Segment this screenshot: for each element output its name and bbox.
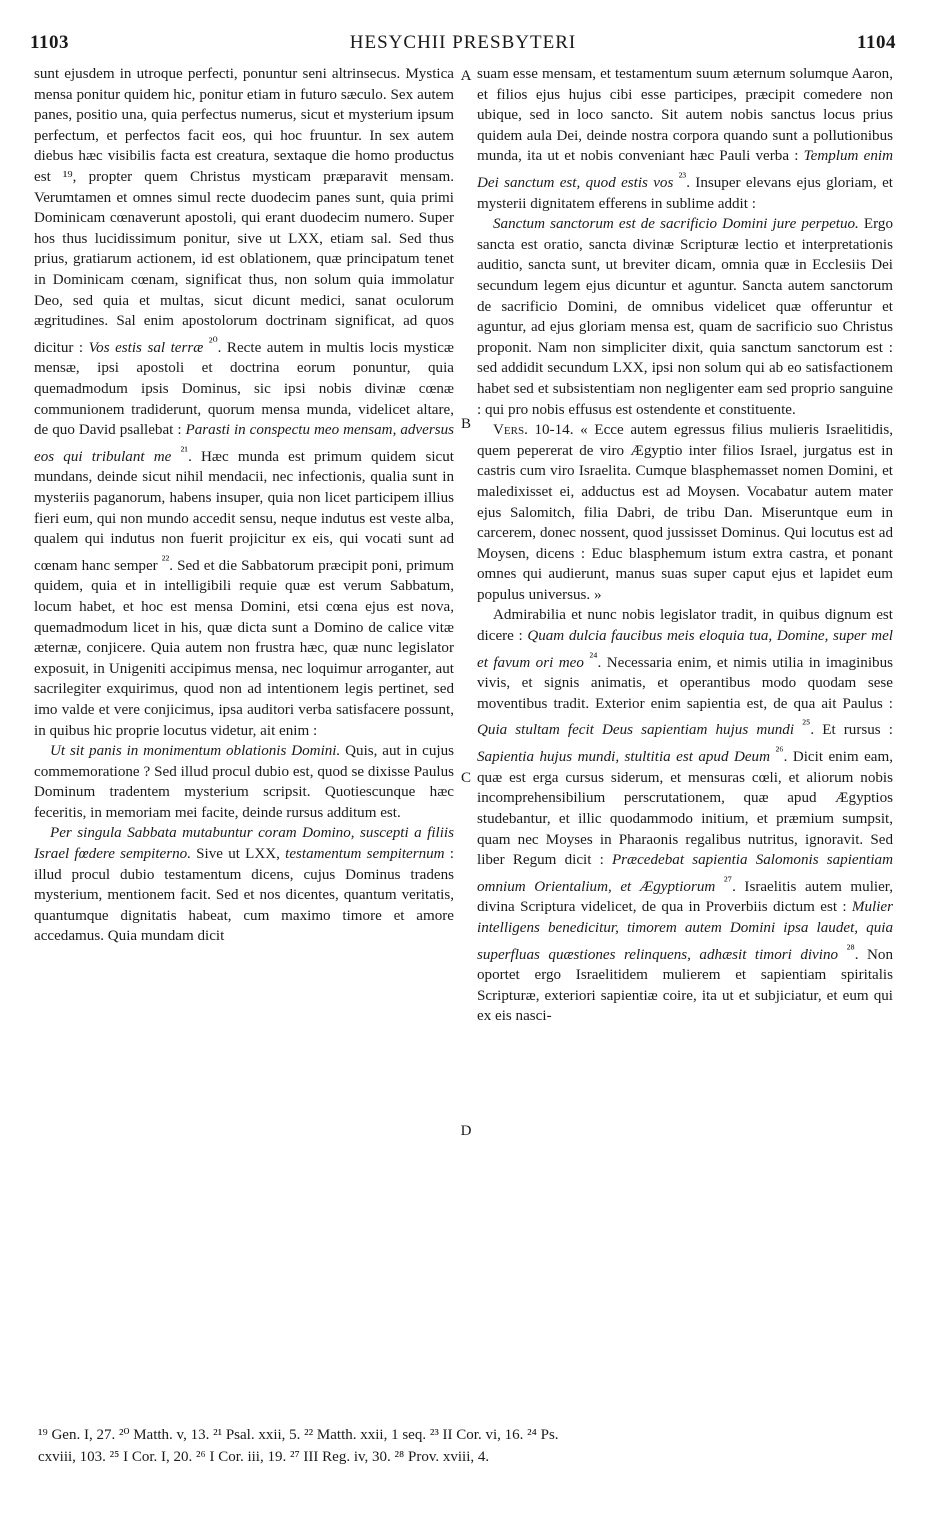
right-paragraph-2: Sanctum sanctorum est de sacrificio Domini jure perpetuo. Ergo sancta est oratio, sancta divinæ Scripturæ lectio et interpretationis auditio, sancta sunt, ut breviter dicam, omnia quæ in Ecclesiis Dei secundum legem ejus dicuntur et aguntur. Sancta autem sanctorum de sacrificio Domini, de omnibus videlicet quæ offeruntur et aguntur, ad ejus gloriam mensa est, quam de sacrificio suo Christus proponit. Nam non simpliciter dixit, quia sanctum sanctorum est : sed addidit secundum LXX, ipsi non solum qui ab eo satisfactionem habet sed et subsistentiam non negligenter eam sed proprio sanguine : qui pro nobis effusus est ostendente et constituente. — [477, 216, 893, 418]
page-header — [30, 32, 896, 56]
margin-mark-a: A — [460, 68, 472, 84]
left-paragraph-3: Per singula Sabbata mutabuntur coram Domino, suscepti a filiis Israel fœdere sempiterno. Sive ut LXX, testamentum sempiternum : illud procul dubio testamentum dicens, cujus Dominus tradens mysterium, mentionem facit. Sed et nos dicentes, quantum veritatis, quantumque dignitatis habeat, cum maximo timore et amore accedamus. Quia mundam dicit — [34, 825, 454, 945]
page-number-right: 1104 — [857, 32, 896, 53]
left-paragraph-1: sunt ejusdem in utroque perfecti, ponuntur seni altrinsecus. Mystica mensa ponitur quidem hic, ponitur etiam in futuro sæculo. Sex autem panes, positio una, quia perfectus numerus, sicut et mysterium ipsum perfectum, et perfectos facit eos, qui hoc fruuntur. In sex autem diebus hæc visibilis facta est creatura, sextaque die homo productus est ¹⁹, propter quem Christus mysticam præparavit mensam. Verumtamen et omnes simul recte duodecim panes sunt, quia primi Dominicam cœnaverunt apostoli, qui erant duodecim numero. Super hos thus lucidissimum ponitur, sive ut LXX, etiam sal. Sed thus prius, gratiarum actionem, id est oblationem, quæ principatum tenet in Dominicam cœnam, significat thus, non solum quia immolatur Deo, sed quia et multas, sicut dicunt medici, sanat oculorum ægritudines. Sal enim apostolorum doctrinam significat, ad quos dicitur : Vos estis sal terræ $^{^{20}}$. Recte autem in multis locis mysticæ mensæ, ipsi apostoli et doctrina eorum ponuntur, quia quemadmodum ipsis Dominus, sic ipsi nobis divinæ cœnæ communionem tradiderunt, quorum mensa munda, videlicet altare, de quo David psallebat : Parasti in conspectu meo mensam, adversus eos qui tribulant me $^{^{21}}$. Hæc munda est primum quidem sicut mundans, deinde sicut nihil mendacii, nec infectionis, qualia sunt in mysteriis paganorum, habens insuper, quia non licet participem illius fieri eum, qui non mundo accedit sensu, neque indutus est veste alba, qualem qui indutus non fuerit projicitur ex eis, qui vocati sunt ad cœnam hanc semper $^{^{22}}$. Sed et die Sabbatorum præcipit poni, primum quidem, quia et in intelligibili requie quæ est verum Sabbatum, locum habet, et hoc est mensa Domini, etsi cœna ejus est nova, quemadmodum licet in his, quæ dicta sunt a Domino de calice vitæ æternæ, conjicere. Quia autem non frustra hæc, quæ nunc legislator exposuit, in Unigeniti accipimus mensa, nec loquimur arroganter, aut sacrilegiter exquirimus, quod non ad intentionem legis pertinet, sed imo valde et vere conjicimus, ipsa auditori verba satisfacere possunt, in quibus hic proprie locutus videtur, ait enim : — [34, 66, 454, 739]
right-paragraph-4: Admirabilia et nunc nobis legislator tradit, in quibus dignum est dicere : Quam dulcia faucibus meis eloquia tua, Domine, super mel et favum ori meo $^{^{24}}$. Necessaria enim, et nimis utilia in imaginibus vivis, et signis animatis, et operantibus modo quodam sese moventibus tradit. Exterior enim sapientia est, de qua ait Paulus : Quia stultam fecit Deus sapientiam hujus mundi $^{^{25}}$. Et rursus : Sapientia hujus mundi, stultitia est apud Deum $^{^{26}}$. Dicit enim eam, quæ est erga cursus siderum, et mensuras cœli, et aliorum nobis incomprehensibilium perscrutationem, quæ apud Ægyptios studebantur, et illic quodammodo initium, et præmium sumpsit, quam nec Moyses in Pharaonis regalibus nutritus, ignoravit. Sed liber Regum dicit : Præcedebat sapientia Salomonis sapientiam omnium Orientalium, et Ægyptiorum $^{^{27}}$. Israelitis autem mulier, divina Scriptura videlicet, de qua in Proverbiis dictum est : Mulier intelligens benedicitur, timorem autem Domini ipsa laudet, quia superfluas quæstiones relinquens, adhæsit timori divino $^{^{28}}$. Non oportet ergo Israelitidem mulierem et sapientiam spiritalis Scripturæ, exteriori sapientiæ coire, ita ut et subjiciatur, et eum qui ex eis nasci- — [477, 607, 894, 1025]
left-column — [34, 64, 454, 947]
left-paragraph-2: Ut sit panis in monimentum oblationis Domini. Quis, aut in cujus commemoratione ? Sed illud procul dubio est, quod se dixisse Paulus Dominum tradentem mysterium scripsit. Quotiescunque hæc feceritis, in memoriam mei facite, deinde rursus additum est. — [34, 743, 454, 821]
footnotes — [38, 1424, 896, 1468]
margin-mark-c: C — [460, 770, 471, 786]
footnote-line-1: ¹⁹ Gen. I, 27. ²⁰ Matth. v, 13. ²¹ Psal. xxii, 5. ²² Matth. xxii, 1 seq. ²³ II Cor. vi, 16. ²⁴ Ps. — [38, 1427, 559, 1443]
page-number-left: 1103 — [30, 32, 69, 53]
right-column — [477, 64, 893, 1027]
right-paragraph-3: Vers. 10-14. « Ecce autem egressus filius mulieris Israelitidis, quem pepererat de viro Ægyptio inter filios Israel, jurgatus est in castris cum viro Israelita. Cumque blasphemasset nomen Domini, et maledixisset ei, adductus est ad Moysen. Vocabatur autem mater ejus Salomitch, filia Dabri, de tribu Dan. Miseruntque eum in carcerem, donec nossent, quod jussisset Dominus. Qui locutus est ad Moysen, dicens : Educ blasphemum istum extra castra, et ponant omnes qui audierunt, manus suas super caput ejus et lapidet eum populus universus. » — [477, 422, 894, 603]
footnote-line-2: cxviii, 103. ²⁵ I Cor. I, 20. ²⁶ I Cor. iii, 19. ²⁷ III Reg. iv, 30. ²⁸ Prov. xviii, 4. — [38, 1449, 490, 1465]
running-title: HESYCHII PRESBYTERI — [349, 32, 577, 53]
margin-mark-b: B — [460, 416, 471, 432]
right-paragraph-1: suam esse mensam, et testamentum suum æternum solumque Aaron, et filios ejus hujus cibi esse participes, præcipit comedere non ubique, sed in loco sancto. Sit autem nobis sanctus locus prius quidem aula Dei, deinde nostra corpora quando sunt a pollutionibus munda, ita ut et nobis conveniant hæc Pauli verba : Templum enim Dei sanctum est, quod estis vos $^{^{23}}$. Insuper elevans ejus gloriam, et mysterii dignitatem efferens in sublime addit : — [477, 66, 893, 212]
margin-mark-d: D — [460, 1123, 472, 1139]
